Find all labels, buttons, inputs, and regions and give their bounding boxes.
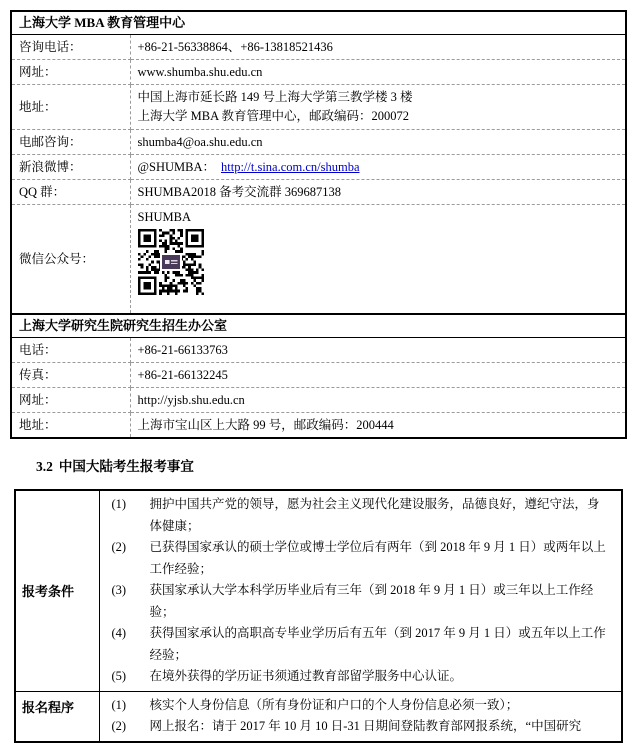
table-row xyxy=(11,130,626,155)
row-value: http://yjsb.shu.edu.cn xyxy=(130,388,626,413)
item-text: 已获得国家承认的硕士学位或博士学位后有两年（到 2018 年 9 月 1 日）或两年以上工作经验； xyxy=(149,540,606,576)
item-text: 获得国家承认的高职高专毕业学历后有五年（到 2017 年 9 月 1 日）或五年以上工作经验； xyxy=(149,626,606,662)
item-number: (2) xyxy=(111,540,127,554)
row-value: +86-21-56338864、+86-13818521436 xyxy=(130,35,626,60)
row-value: +86-21-66132245 xyxy=(130,363,626,388)
row-label: 网址： xyxy=(11,60,130,85)
mba-center-header-row xyxy=(11,11,626,35)
weibo-handle: @SHUMBA： xyxy=(137,160,215,174)
mba-center-header: 上海大学 MBA 教育管理中心 xyxy=(11,11,626,35)
list-item xyxy=(112,580,612,623)
item-number: (4) xyxy=(111,626,127,640)
row-label: 地址： xyxy=(11,85,130,130)
table-row xyxy=(11,388,626,413)
row-label: 电邮咨询： xyxy=(11,130,130,155)
grad-office-header-row xyxy=(11,314,626,338)
wechat-account-name: SHUMBA xyxy=(137,210,191,224)
table-row xyxy=(11,363,626,388)
item-text: 拥护中国共产党的领导，愿为社会主义现代化建设服务，品德良好，遵纪守法，身体健康； xyxy=(149,497,600,533)
item-number: (3) xyxy=(111,583,127,597)
row-value xyxy=(130,155,626,180)
row-label: 传真： xyxy=(11,363,130,388)
requirements-content xyxy=(99,490,622,691)
requirements-table xyxy=(14,489,623,743)
table-row xyxy=(11,338,626,363)
row-value xyxy=(130,85,626,130)
item-text: 核实个人身份信息（所有身份证和户口的个人身份信息必须一致）； xyxy=(149,697,519,712)
section-title: 中国大陆考生报考事宜 xyxy=(58,459,194,474)
row-label: 电话： xyxy=(11,338,130,363)
row-label: QQ 群： xyxy=(11,180,130,205)
table-row xyxy=(11,180,626,205)
row-value: shumba4@oa.shu.edu.cn xyxy=(130,130,626,155)
table-row xyxy=(15,691,622,742)
row-value xyxy=(130,205,626,315)
item-number: (1) xyxy=(111,697,127,712)
procedure-label: 报名程序 xyxy=(15,691,99,742)
address-line-2: 上海大学 MBA 教育管理中心，邮政编码：200072 xyxy=(137,109,410,123)
section-number: 3.2 xyxy=(36,459,53,474)
item-number: (2) xyxy=(111,719,127,733)
contact-table xyxy=(10,10,627,439)
list-item xyxy=(112,623,612,666)
list-item xyxy=(112,695,612,717)
wechat-qr-code xyxy=(138,229,204,295)
address-line-1: 中国上海市延长路 149 号上海大学第三教学楼 3 楼 xyxy=(137,90,413,104)
section-heading xyxy=(36,459,627,475)
row-value: 上海市宝山区上大路 99 号，邮政编码：200444 xyxy=(130,413,626,439)
row-label: 网址： xyxy=(11,388,130,413)
item-text: 获国家承认大学本科学历毕业后有三年（到 2018 年 9 月 1 日）或三年以上工作经验； xyxy=(149,583,594,619)
row-label: 地址： xyxy=(11,413,130,439)
table-row xyxy=(11,35,626,60)
procedure-content xyxy=(99,691,622,742)
table-row xyxy=(15,490,622,691)
weibo-link[interactable]: http://t.sina.com.cn/shumba xyxy=(221,160,360,174)
table-row xyxy=(11,85,626,130)
table-row xyxy=(11,60,626,85)
table-row xyxy=(11,155,626,180)
grad-office-header: 上海大学研究生院研究生招生办公室 xyxy=(11,314,626,338)
row-value: SHUMBA2018 备考交流群 369687138 xyxy=(130,180,626,205)
item-number: (5) xyxy=(111,669,127,683)
row-value: www.shumba.shu.edu.cn xyxy=(130,60,626,85)
row-label: 新浪微博： xyxy=(11,155,130,180)
list-item xyxy=(112,494,612,537)
row-label: 咨询电话： xyxy=(11,35,130,60)
table-row xyxy=(11,205,626,315)
item-text: 在境外获得的学历证书须通过教育部留学服务中心认证。 xyxy=(149,669,463,683)
row-value: +86-21-66133763 xyxy=(130,338,626,363)
requirements-label: 报考条件 xyxy=(15,490,99,691)
list-item xyxy=(112,537,612,580)
row-label: 微信公众号： xyxy=(11,205,130,315)
item-number: (1) xyxy=(111,497,127,511)
table-row xyxy=(11,413,626,439)
list-item xyxy=(112,666,612,688)
item-text: 网上报名：请于 2017 年 10 月 10 日-31 日期间登陆教育部网报系统，“中国研究 xyxy=(149,719,582,733)
